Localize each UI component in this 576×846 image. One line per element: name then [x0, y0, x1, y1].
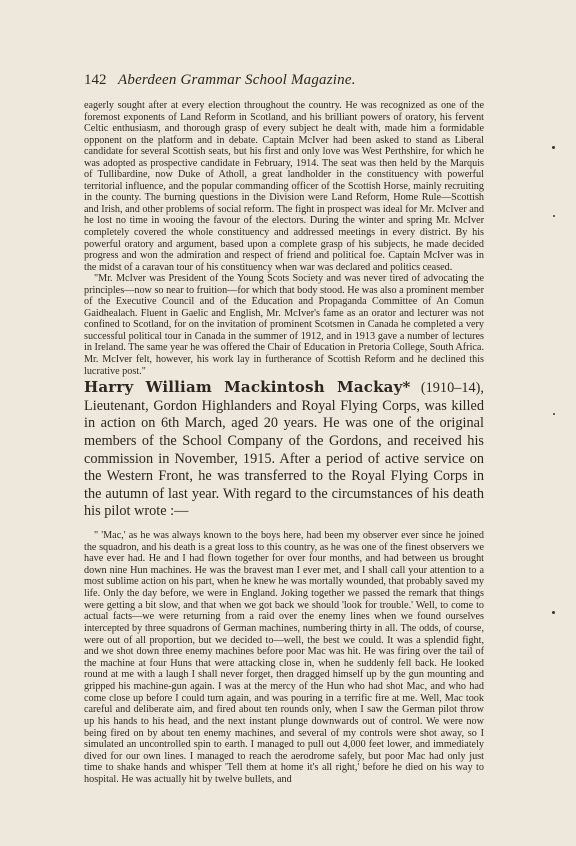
margin-mark [553, 215, 555, 217]
paragraph-quoted-tribute: "Mr. McIver was President of the Young Scots Society and was never tired of advocating the principles—now so near to fruition—for which that body stood. He was also a prominent member of the Executive Council and of the Education and Propaganda Committee of An Comun Gaidhealach. Fluent in Gaelic and English, Mr. McIver's fame as an orator and lecturer was not confined to Scotland, for on the invitation of prominent Scotsmen in Canada he completed a very successful political tour in Canada in the summer of 1912, and in 1913 gave a number of lectures in Ireland. The same year he was offered the Chair of Education in Pretoria College, South Africa. Mr. McIver felt, however, his work lay in furtherance of Scottish Reform and he declined this lucrative post." [84, 273, 484, 377]
paragraph-continued: eagerly sought after at every election throughout the country. He was recognized as one of the foremost exponents of Land Reform in Scotland, and his brilliant powers of oratory, his fervent Celtic enthusiasm, and thorough grasp of every subject he dealt with, made him a formidable opponent on the platform and in debate. Captain McIver had been asked to stand as Liberal candidate for several Scottish seats, but his first and only love was West Perthshire, for which he was adopted as prospective candidate in February, 1914. The seat was then held by the Marquis of Tullibardine, now Duke of Atholl, a great landholder in the constituency with powerful territorial influence, and the popular commanding officer of the Scottish Horse, mainly recruiting in the county. The burning questions in the Division were Land Reform, Home Rule—Scottish and Irish, and other problems of social reform. The fight in prospect was ideal for Mr. McIver and he lost no time in wooing the favour of the electors. During the winter and spring Mr. McIver completely covered the whole constituency and addressed meetings in every district. By his powerful oratory and argument, based upon a complete grasp of his subjects, he made decided progress and won the admiration and respect of friend and political foe. Captain McIver was in the midst of a caravan tour of his constituency when war was declared and politics ceased. [84, 100, 484, 273]
margin-mark [552, 611, 555, 614]
margin-mark [553, 413, 555, 415]
obituary-name: Harry William Mackintosh Mackay* [84, 378, 411, 397]
page-header [84, 72, 504, 90]
page-number: 142 [84, 72, 107, 88]
pilot-letter-quote: " 'Mac,' as he was always known to the boys here, had been my observer ever since he joined the squadron, and his death is a great loss to this country, as he was one of the finest observers we have ever had. He and I had flown together for over four months, and had between us brought down nine Hun machines. He was the bravest man I ever met, and I shall call your attention to a most sublime action on his part, when he knew he was mortally wounded, that probably saved my life. Only the day before, we were in England. Joking together we passed the remark that things were getting a bit slow, and that when we got back we should 'look for trouble.' Well, to come to actual facts—we were returning from a raid over the enemy lines when we found ourselves intercepted by three squadrons of German machines, numbering thirty in all. The odds, of course, were out of all proportion, but we decided to—well, the best we could. It was a splendid fight, and we shot down three enemy machines before poor Mac was hit. He was firing over the tail of the machine at four Huns that were attacking close in, when he suddenly fell back. He looked round at me with a laugh I shall never forget, then dragged himself up by the gun mounting and gripped his machine-gun again. I was at the mercy of the Hun who had shot Mac, and who had come close up before I could turn again, and was pouring in a terrific fire at me. Well, Mac took careful and deliberate aim, and fired about ten rounds only, when I saw the German pilot throw up his hands to his head, and the next instant plunge downwards out of control. We were now being fired on by about ten enemy machines, and several of my controls were shot away, so I simulated an uncontrolled spin to earth. I managed to pull out 4,000 feet lower, and immediately dived for our own lines. I managed to reach the aerodrome safely, but poor Mac had only just time to shake hands and whisper 'Tell them at home it's all right,' before he died on his way to hospital. He was actually hit by twelve bullets, and [84, 529, 484, 785]
running-title: Aberdeen Grammar School Magazine. [118, 72, 356, 88]
obituary-entry [84, 379, 484, 521]
margin-mark [552, 146, 555, 149]
obituary-text: (1910–14), Lieutenant, Gordon Highlanders and Royal Flying Corps, was killed in action on 6th March, aged 20 years. He was one of the original members of the School Company of the Gordons, and received his commission in November, 1915. After a period of active service on the Western Front, he was transferred to the Royal Flying Corps in the autumn of last year. With regard to the circumstances of his death his pilot wrote :— [84, 380, 484, 520]
article-body [84, 100, 484, 786]
